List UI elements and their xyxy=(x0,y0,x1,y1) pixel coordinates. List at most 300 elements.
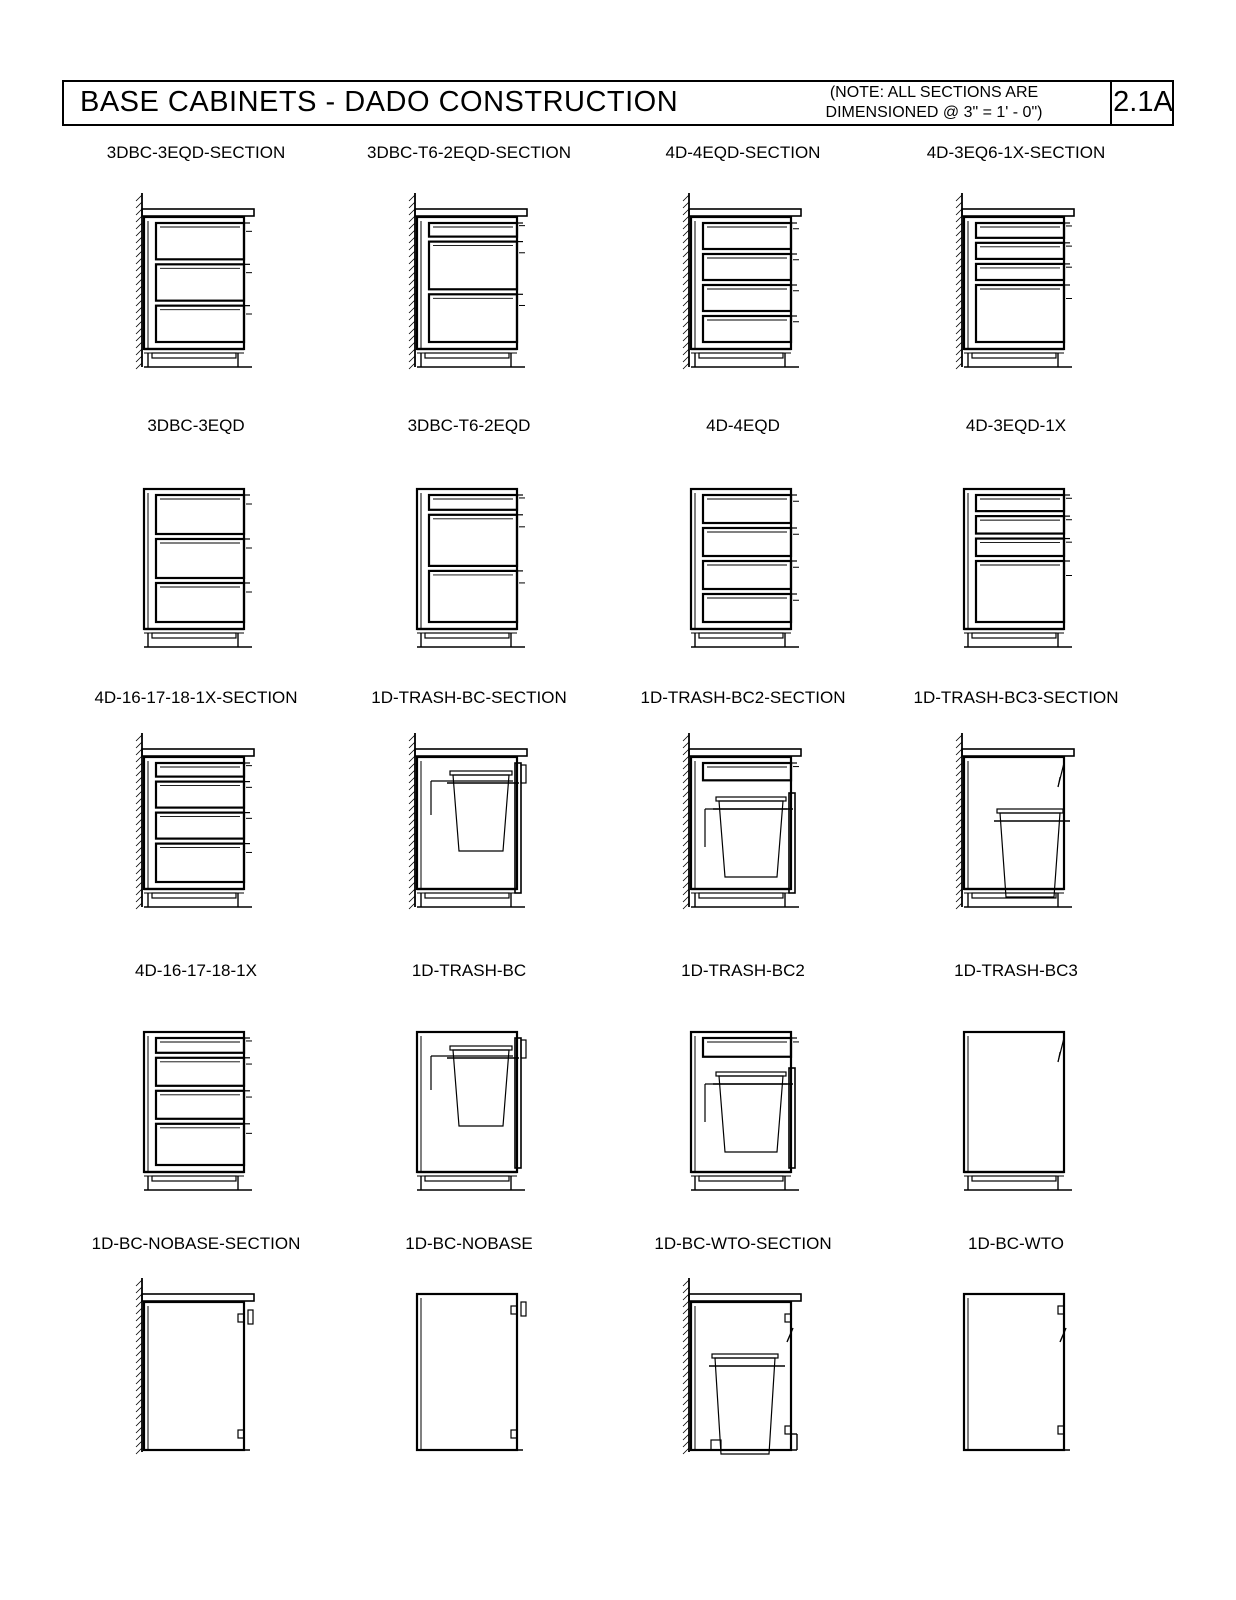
drawing-rect xyxy=(703,763,791,780)
drawing-origin xyxy=(956,193,1074,369)
cabinet-section-drawing xyxy=(409,1280,539,1466)
drawer xyxy=(703,763,799,780)
drawing-line xyxy=(683,833,689,839)
drawing-line xyxy=(956,896,962,902)
panel-label: 1D-BC-WTO xyxy=(967,1234,1064,1253)
drawer xyxy=(976,223,1072,238)
cabinet-drawing xyxy=(691,489,799,647)
trash-bin xyxy=(709,1354,785,1454)
drawer xyxy=(429,571,525,622)
cabinet-box xyxy=(691,1302,797,1450)
countertop xyxy=(962,209,1074,216)
cabinet-drawing xyxy=(964,1032,1072,1190)
drawing-rect xyxy=(152,353,236,358)
drawing-line xyxy=(683,314,689,320)
drawing-rect xyxy=(691,1302,791,1450)
drawing-line xyxy=(956,265,962,271)
drawing-origin xyxy=(683,1278,801,1454)
cabinet-drawing xyxy=(683,193,801,369)
drawer xyxy=(703,316,799,342)
drawing-line xyxy=(956,237,962,243)
drawing-rect xyxy=(964,489,1064,629)
drawing-rect xyxy=(152,1176,236,1181)
drawing-line xyxy=(683,896,689,902)
drawing-line xyxy=(956,195,962,201)
drawing-line xyxy=(956,756,962,762)
drawer xyxy=(976,495,1072,511)
panel-label: 1D-TRASH-BC xyxy=(411,961,527,980)
cabinet-section-drawing xyxy=(683,1018,813,1204)
door xyxy=(705,1068,795,1168)
drawing-line xyxy=(683,882,689,888)
drawer xyxy=(703,285,799,311)
panel-label: 1D-TRASH-BC-SECTION xyxy=(371,688,567,707)
door xyxy=(705,793,795,893)
cabinet-drawing xyxy=(144,1032,252,1190)
drawing-rect xyxy=(417,1294,517,1450)
drawing-line xyxy=(956,209,962,215)
drawing-line xyxy=(683,216,689,222)
cabinet-drawing xyxy=(964,1294,1070,1450)
drawing-line xyxy=(956,742,962,748)
drawing-rect xyxy=(156,844,244,882)
drawing-rect xyxy=(711,1440,721,1450)
wall-hatch xyxy=(136,193,142,369)
panel-label: 4D-16-17-18-1X xyxy=(135,961,257,980)
drawer xyxy=(703,561,799,589)
drawing-rect xyxy=(429,571,517,622)
drawing-line xyxy=(683,1392,689,1398)
drawing-rect xyxy=(425,1176,509,1181)
drawing-line xyxy=(683,819,689,825)
cabinet-section-drawing xyxy=(683,195,813,381)
toe-kick-base xyxy=(417,633,525,647)
drawer xyxy=(976,539,1072,556)
drawer xyxy=(156,223,252,259)
drawing-origin xyxy=(136,733,254,909)
sheet-number: 2.1A xyxy=(1113,86,1173,118)
cabinet-section-drawing xyxy=(409,1018,539,1204)
drawing-line xyxy=(683,244,689,250)
cabinet-section-drawing xyxy=(136,735,266,921)
drawing-line xyxy=(683,321,689,327)
drawing-line xyxy=(683,805,689,811)
drawing-line xyxy=(956,805,962,811)
drawing-line xyxy=(683,342,689,348)
drawer xyxy=(156,1091,252,1119)
drawing-rect xyxy=(152,893,236,898)
drawing-origin xyxy=(417,489,525,647)
cabinet-section-drawing xyxy=(409,475,539,661)
drawing-rect xyxy=(429,223,517,237)
cabinet-section-drawing xyxy=(136,1018,266,1204)
drawing-line xyxy=(683,861,689,867)
drawing-rect xyxy=(691,217,791,349)
drawer xyxy=(156,583,252,622)
drawing-line xyxy=(683,1420,689,1426)
drawing-rect xyxy=(691,489,791,629)
cabinet-section-drawing xyxy=(409,735,539,921)
drawing-line xyxy=(956,335,962,341)
drawing-rect xyxy=(156,264,244,300)
cabinet-box xyxy=(691,1032,791,1176)
panel-label: 1D-TRASH-BC2 xyxy=(681,961,805,980)
drawing-line xyxy=(683,854,689,860)
drawing-line xyxy=(683,356,689,362)
drawing-rect xyxy=(156,223,244,259)
drawer xyxy=(156,1124,252,1165)
drawing-line xyxy=(956,882,962,888)
toe-kick-base xyxy=(144,893,252,907)
panel-label: 1D-TRASH-BC3 xyxy=(954,961,1078,980)
toe-kick-base xyxy=(964,633,1072,647)
drawer xyxy=(156,1058,252,1086)
drawing-line xyxy=(956,244,962,250)
drawing-line xyxy=(683,1350,689,1356)
toe-kick-base xyxy=(964,353,1072,367)
drawing-line xyxy=(956,735,962,741)
cabinet-section-drawing xyxy=(683,1280,813,1466)
drawing-line xyxy=(956,798,962,804)
drawing-line xyxy=(683,1280,689,1286)
drawing-line xyxy=(956,202,962,208)
drawing-rect xyxy=(521,1302,526,1316)
drawing-line xyxy=(956,300,962,306)
drawing-rect xyxy=(156,1038,244,1053)
drawing-line xyxy=(956,889,962,895)
cabinet-drawing xyxy=(683,1278,801,1454)
drawing-line xyxy=(683,840,689,846)
scale-note-line-2: DIMENSIONED @ 3" = 1' - 0") xyxy=(825,104,1043,121)
drawing-origin xyxy=(144,1032,252,1190)
drawing-line xyxy=(683,279,689,285)
drawing-line xyxy=(683,875,689,881)
wall-hatch xyxy=(136,733,142,909)
drawing-rect xyxy=(976,223,1064,238)
countertop xyxy=(142,1294,254,1301)
door-hinges xyxy=(511,1302,526,1438)
drawing-rect xyxy=(415,749,527,756)
cabinet-section-drawing xyxy=(136,475,266,661)
countertop xyxy=(689,749,801,756)
cabinet-box xyxy=(144,489,244,633)
drawer xyxy=(156,782,252,808)
countertop xyxy=(415,749,527,756)
drawing-line xyxy=(683,1329,689,1335)
trash-bin-outline xyxy=(1000,813,1060,897)
panel-label: 3DBC-3EQD-SECTION xyxy=(106,143,286,162)
sheet-title: BASE CABINETS - DADO CONSTRUCTION xyxy=(80,86,679,118)
cabinet-drawing xyxy=(409,733,527,909)
drawing-line xyxy=(683,363,689,369)
cabinet-drawing xyxy=(683,733,801,909)
cabinet-box xyxy=(144,1302,250,1450)
drawing-rect xyxy=(429,242,517,290)
trash-bin xyxy=(447,771,519,851)
drawing-line xyxy=(683,237,689,243)
drawing-rect xyxy=(699,893,783,898)
drawing-line xyxy=(683,1336,689,1342)
drawing-rect xyxy=(962,749,1074,756)
drawing-rect xyxy=(976,264,1064,280)
drawing-line xyxy=(683,1322,689,1328)
drawing-line xyxy=(956,847,962,853)
drawing-line xyxy=(956,230,962,236)
toe-kick-base xyxy=(144,353,252,367)
drawing-line xyxy=(956,875,962,881)
cabinet-section-drawing xyxy=(956,1280,1086,1466)
drawing-rect xyxy=(156,763,244,777)
drawing-line xyxy=(683,1308,689,1314)
drawing-rect xyxy=(425,633,509,638)
drawer xyxy=(156,844,252,882)
drawing-line xyxy=(683,1315,689,1321)
panel-label: 4D-3EQD-1X xyxy=(965,416,1067,435)
drawing-rect xyxy=(976,539,1064,556)
drawing-origin xyxy=(136,193,254,369)
drawing-line xyxy=(956,903,962,909)
cabinet-section-drawing xyxy=(683,735,813,921)
drawing-origin xyxy=(417,1032,526,1190)
trash-bin-outline xyxy=(453,775,509,851)
panel-label: 4D-4EQD xyxy=(706,416,780,435)
drawing-line xyxy=(683,749,689,755)
panel-label: 4D-4EQD-SECTION xyxy=(665,143,821,162)
drawing-line xyxy=(956,223,962,229)
drawing-line xyxy=(683,230,689,236)
trash-bin xyxy=(994,809,1070,897)
drawing-line xyxy=(956,328,962,334)
cabinet-section-drawing xyxy=(136,195,266,381)
drawer xyxy=(156,1038,252,1053)
wall-hatch xyxy=(409,733,415,909)
toe-kick-base xyxy=(964,893,1072,907)
drawing-rect xyxy=(152,633,236,638)
drawing-rect xyxy=(976,495,1064,511)
trash-bin xyxy=(713,797,793,877)
drawing-line xyxy=(683,1343,689,1349)
wall-hatch xyxy=(683,1278,689,1454)
drawing-rect xyxy=(964,1032,1064,1172)
drawing-rect xyxy=(425,893,509,898)
drawing-line xyxy=(956,763,962,769)
drawing-line xyxy=(956,840,962,846)
trash-bin xyxy=(447,1046,519,1126)
drawing-line xyxy=(956,216,962,222)
drawing-rect xyxy=(976,285,1064,342)
drawing-line xyxy=(683,812,689,818)
drawing-rect xyxy=(972,1176,1056,1181)
drawing-line xyxy=(683,1385,689,1391)
drawing-line xyxy=(683,223,689,229)
drawing-line xyxy=(683,1413,689,1419)
drawing-rect xyxy=(699,1176,783,1181)
drawing-rect xyxy=(425,353,509,358)
door-hinges xyxy=(238,1310,253,1438)
panel-label: 3DBC-T6-2EQD-SECTION xyxy=(366,143,572,162)
drawing-rect xyxy=(156,583,244,622)
cabinet-section-drawing xyxy=(409,195,539,381)
drawing-line xyxy=(683,1406,689,1412)
scale-note xyxy=(754,83,1114,123)
countertop xyxy=(689,1294,801,1301)
drawing-rect xyxy=(689,749,801,756)
drawing-line xyxy=(683,1399,689,1405)
cabinet-section-drawing xyxy=(956,195,1086,381)
drawer xyxy=(703,1038,799,1057)
drawing-line xyxy=(683,195,689,201)
drawing-line xyxy=(683,847,689,853)
drawing-line xyxy=(956,791,962,797)
toe-kick-base xyxy=(417,1176,525,1190)
cabinet-drawing xyxy=(417,1032,526,1190)
wall-hatch xyxy=(683,733,689,909)
drawing-origin xyxy=(683,193,801,369)
drawing-rect xyxy=(689,209,801,216)
panel-label: 4D-16-17-18-1X-SECTION xyxy=(94,688,298,707)
wall-hatch xyxy=(683,193,689,369)
drawing-line xyxy=(683,272,689,278)
drawer xyxy=(429,515,525,566)
drawer xyxy=(156,813,252,839)
cabinet-box xyxy=(964,757,1064,893)
drawing-rect xyxy=(429,495,517,510)
drawing-line xyxy=(683,1301,689,1307)
drawing-rect xyxy=(156,495,244,534)
drawing-rect xyxy=(691,757,791,889)
drawing-rect xyxy=(142,1294,254,1301)
drawing-origin xyxy=(409,733,527,909)
panel-label: 1D-BC-WTO-SECTION xyxy=(654,1234,832,1253)
drawing-line xyxy=(956,861,962,867)
drawing-line xyxy=(683,763,689,769)
drawing-line xyxy=(956,251,962,257)
cabinet-box xyxy=(417,1294,523,1450)
cabinet-section-drawing xyxy=(956,475,1086,661)
cabinet-box xyxy=(417,1032,517,1176)
panel-label: 4D-3EQ6-1X-SECTION xyxy=(926,143,1106,162)
drawing-rect xyxy=(964,1294,1064,1450)
drawing-line xyxy=(683,903,689,909)
countertop xyxy=(962,749,1074,756)
drawing-line xyxy=(956,293,962,299)
cabinet-drawing xyxy=(136,1278,254,1454)
drawer xyxy=(703,223,799,249)
trash-bin-outline xyxy=(719,801,783,877)
cabinet-box xyxy=(144,217,244,353)
drawing-line xyxy=(956,272,962,278)
trash-bin-outline xyxy=(453,1050,509,1126)
cabinet-drawing xyxy=(956,193,1074,369)
drawer xyxy=(429,495,525,510)
drawing-line xyxy=(683,293,689,299)
drawing-rect xyxy=(417,757,517,889)
drawing-line xyxy=(956,812,962,818)
toe-kick-base xyxy=(964,1176,1072,1190)
panel-label: 1D-TRASH-BC3-SECTION xyxy=(913,688,1119,707)
scale-note-line-1: (NOTE: ALL SECTIONS ARE xyxy=(829,84,1039,101)
drawing-line xyxy=(683,307,689,313)
cabinet-section-drawing xyxy=(136,1280,266,1466)
cabinet-box xyxy=(964,1032,1064,1176)
drawing-line xyxy=(683,1448,689,1454)
drawing-origin xyxy=(144,489,252,647)
drawing-line xyxy=(683,889,689,895)
drawer xyxy=(429,294,525,342)
drawer xyxy=(156,763,252,777)
cabinet-drawing xyxy=(964,489,1072,647)
toe-kick-base xyxy=(691,893,799,907)
drawing-line xyxy=(683,1434,689,1440)
drawing-rect xyxy=(142,209,254,216)
cabinet-box xyxy=(417,757,517,893)
drawing-line xyxy=(683,335,689,341)
panel-label: 1D-BC-NOBASE xyxy=(405,1234,533,1253)
drawer xyxy=(703,495,799,523)
toe-kick-base xyxy=(144,633,252,647)
drawing-line xyxy=(683,735,689,741)
toe-kick-base xyxy=(691,633,799,647)
drawing-rect xyxy=(429,515,517,566)
drawing-origin xyxy=(964,1032,1072,1190)
toe-kick-base xyxy=(691,353,799,367)
drawer xyxy=(429,242,525,290)
drawer xyxy=(156,264,252,300)
drawing-rect xyxy=(976,516,1064,533)
drawing-rect xyxy=(144,1302,244,1450)
drawing-origin xyxy=(136,1278,254,1454)
drawing-line xyxy=(683,209,689,215)
drawing-origin xyxy=(683,733,801,909)
drawing-line xyxy=(956,819,962,825)
drawing-line xyxy=(683,286,689,292)
drawing-line xyxy=(683,742,689,748)
drawing-line xyxy=(683,791,689,797)
drawer xyxy=(156,306,252,342)
cabinet-drawing xyxy=(417,1294,526,1450)
drawing-line xyxy=(683,756,689,762)
toe-kick-base xyxy=(144,1176,252,1190)
drawer xyxy=(976,285,1072,342)
drawing-rect xyxy=(142,749,254,756)
drawing-rect xyxy=(689,1294,801,1301)
drawing-rect xyxy=(156,306,244,342)
drawing-rect xyxy=(156,1124,244,1165)
drawing-line xyxy=(683,784,689,790)
drawing-line xyxy=(683,251,689,257)
wall-hatch xyxy=(956,193,962,369)
drawing-line xyxy=(956,833,962,839)
drawing-line xyxy=(683,258,689,264)
countertop xyxy=(142,209,254,216)
drawing-rect xyxy=(976,561,1064,622)
drawer xyxy=(976,264,1072,280)
drawing-line xyxy=(683,349,689,355)
drawing-line xyxy=(683,868,689,874)
cabinet-drawing xyxy=(417,489,525,647)
cabinet-drawing xyxy=(409,193,527,369)
drawing-rect xyxy=(144,489,244,629)
drawing-rect xyxy=(703,1038,791,1057)
drawing-line xyxy=(956,307,962,313)
drawing-line xyxy=(683,1287,689,1293)
cabinet-section-drawing xyxy=(956,1018,1086,1204)
drawing-origin xyxy=(417,1294,526,1450)
drawing-rect xyxy=(699,633,783,638)
trash-bin-outline xyxy=(719,1076,783,1152)
panel-label: 1D-BC-NOBASE-SECTION xyxy=(91,1234,301,1253)
drawing-rect xyxy=(417,1032,517,1172)
